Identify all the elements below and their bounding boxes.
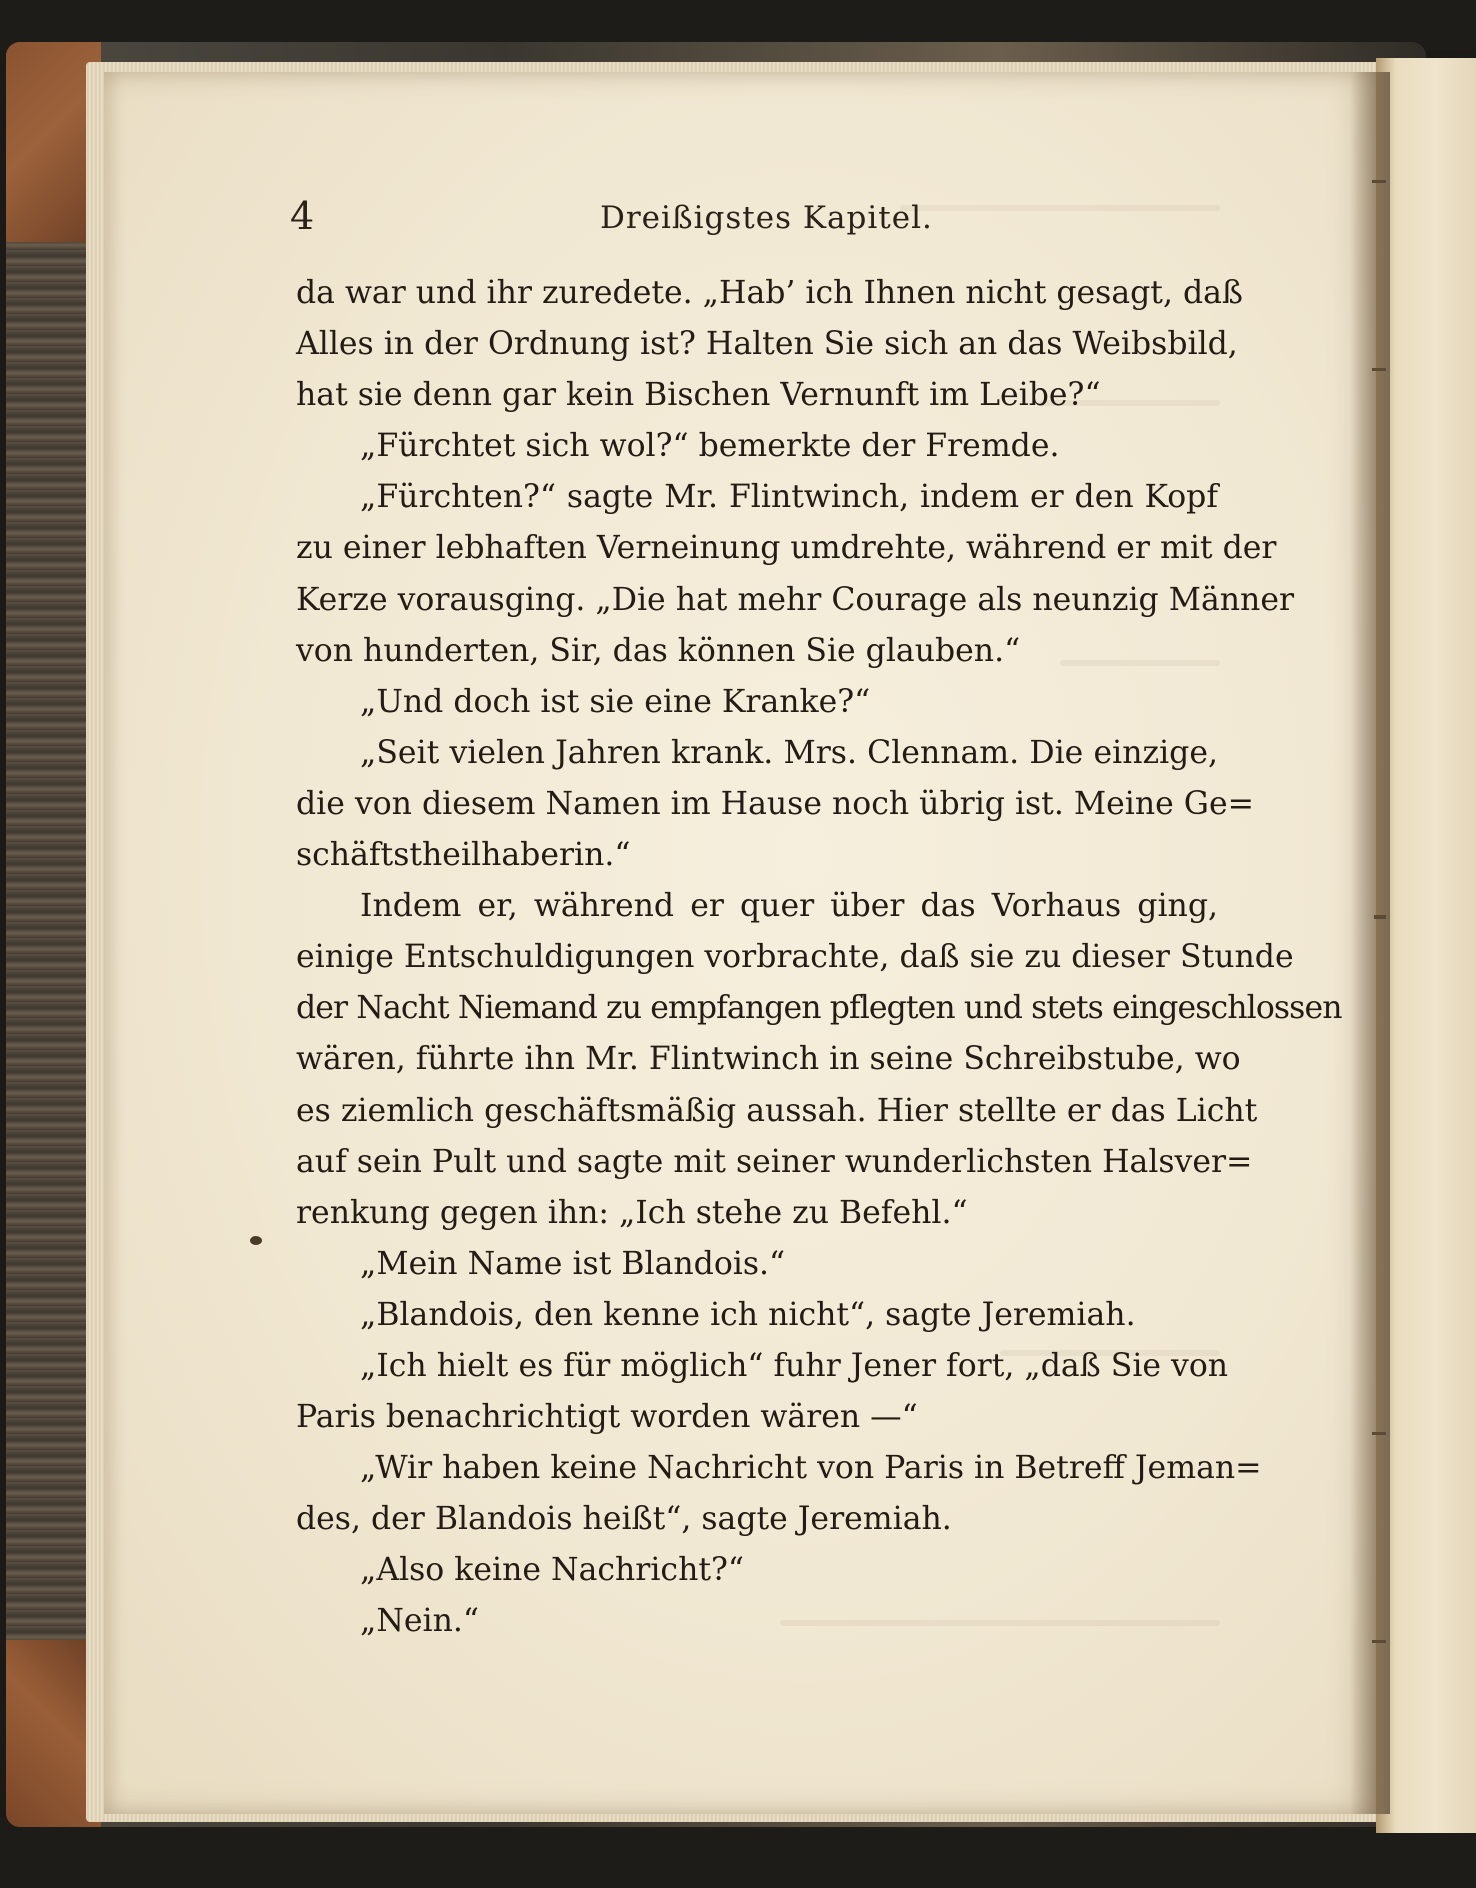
page-header xyxy=(290,190,1220,242)
margin-mark xyxy=(1374,915,1386,919)
cover-edge xyxy=(6,42,96,1827)
text-line: „Ich hielt es für möglich“ fuhr Jener fort, „daß Sie von xyxy=(360,1347,1229,1384)
text-line: „Seit vielen Jahren krank. Mrs. Clennam. Die einzige, xyxy=(360,734,1218,771)
text-line: Alles in der Ordnung ist? Halten Sie sich an das Weibsbild, xyxy=(296,326,1238,363)
text-line: zu einer lebhaften Verneinung umdrehte, während er mit der xyxy=(296,530,1277,567)
text-line: hat sie denn gar kein Bischen Vernunft im Leibe?“ xyxy=(296,377,1101,414)
text-line: Indem er, während er quer über das Vorhaus ging, xyxy=(360,888,1218,925)
background-bottom xyxy=(0,1818,1476,1888)
text-line: „Nein.“ xyxy=(360,1603,480,1640)
gutter-shadow xyxy=(1350,72,1390,1814)
text-line: einige Entschuldigungen vorbrachte, daß sie zu dieser Stunde xyxy=(296,939,1294,976)
text-line: renkung gegen ihn: „Ich stehe zu Befehl.“ xyxy=(296,1194,968,1231)
text-line: der Nacht Niemand zu empfangen pflegten und stets eingeschlossen xyxy=(296,990,1342,1027)
text-line: des, der Blandois heißt“, sagte Jeremiah. xyxy=(296,1501,952,1538)
text-line: „Fürchten?“ sagte Mr. Flintwinch, indem er den Kopf xyxy=(360,479,1218,516)
page-number: 4 xyxy=(290,194,315,238)
text-line: „Fürchtet sich wol?“ bemerkte der Fremde. xyxy=(360,428,1060,465)
body-text xyxy=(296,268,1342,1648)
text-line: die von diesem Namen im Hause noch übrig ist. Meine Ge= xyxy=(296,785,1254,822)
facing-page-edge xyxy=(1376,58,1476,1833)
margin-mark xyxy=(1372,180,1386,183)
text-line: „Blandois, den kenne ich nicht“, sagte Jeremiah. xyxy=(360,1296,1136,1333)
text-line: „Und doch ist sie eine Kranke?“ xyxy=(360,683,871,720)
margin-mark xyxy=(1372,368,1386,371)
text-line: auf sein Pult und sagte mit seiner wunderlichsten Halsver= xyxy=(296,1143,1253,1180)
text-line: es ziemlich geschäftsmäßig aussah. Hier stellte er das Licht xyxy=(296,1092,1258,1129)
text-line: da war und ihr zuredete. „Hab’ ich Ihnen nicht gesagt, daß xyxy=(296,275,1243,311)
text-line: „Mein Name ist Blandois.“ xyxy=(360,1245,786,1282)
text-line: „Also keine Nachricht?“ xyxy=(360,1552,745,1589)
text-line: Paris benachrichtigt worden wären —“ xyxy=(296,1399,918,1436)
text-line: wären, führte ihn Mr. Flintwinch in seine Schreibstube, wo xyxy=(296,1041,1241,1078)
text-line: schäftstheilhaberin.“ xyxy=(296,837,631,874)
margin-mark xyxy=(1372,1640,1386,1643)
margin-mark xyxy=(1372,1432,1386,1435)
running-title: Dreißigstes Kapitel. xyxy=(600,200,933,236)
text-line: „Wir haben keine Nachricht von Paris in Betreff Jeman= xyxy=(360,1450,1262,1487)
text-line: Kerze vorausging. „Die hat mehr Courage als neunzig Männer xyxy=(296,581,1295,618)
ink-speck xyxy=(250,1236,262,1245)
text-line: von hunderten, Sir, das können Sie glauben.“ xyxy=(296,632,1021,669)
